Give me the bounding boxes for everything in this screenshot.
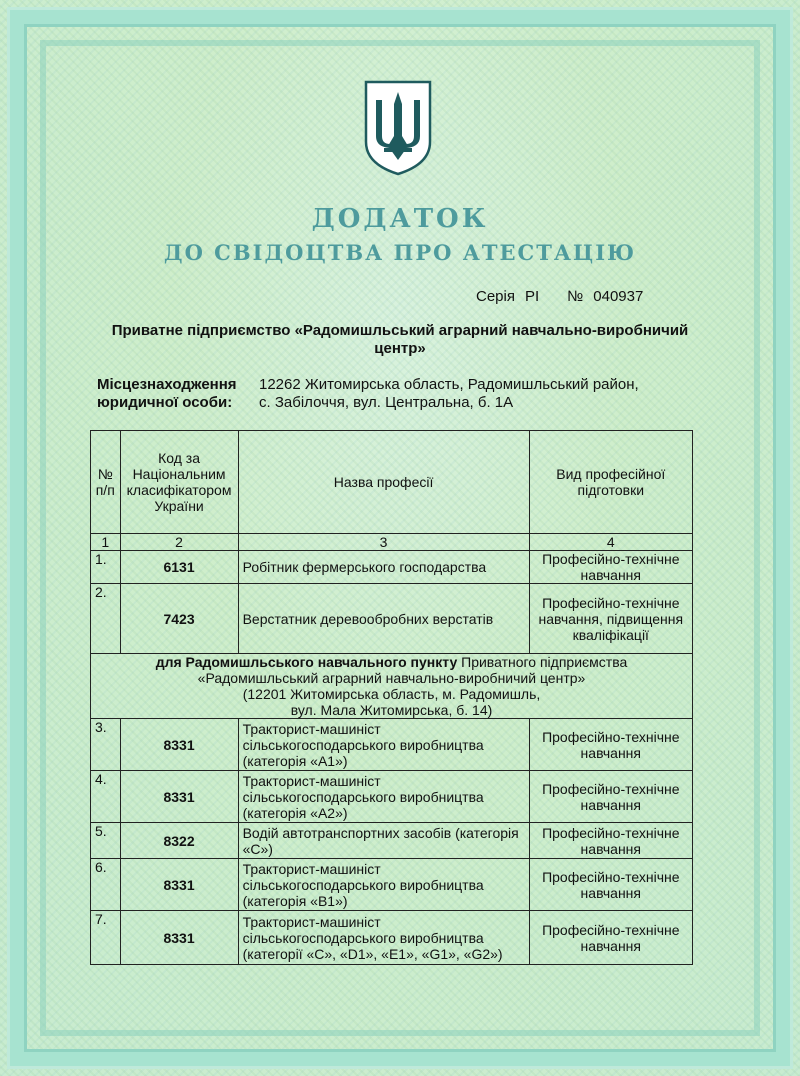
- number-label: №: [567, 288, 584, 305]
- row-profession: Тракторист-машиніст сільськогосподарського виробництва (категорія «А1»): [238, 719, 529, 771]
- column-number: 2: [120, 534, 238, 551]
- row-code: 8331: [120, 911, 238, 965]
- branch-section-row: [91, 654, 693, 719]
- row-number: 7.: [91, 911, 121, 965]
- row-code: 8322: [120, 823, 238, 859]
- row-code: 8331: [120, 771, 238, 823]
- table-row: [91, 584, 693, 654]
- document-subtitle: ДО СВІДОЦТВА ПРО АТЕСТАЦІЮ: [163, 240, 637, 265]
- table-row: [91, 859, 693, 911]
- table-row: [91, 719, 693, 771]
- row-training: Професійно-технічне навчання: [529, 859, 692, 911]
- column-number-row: [91, 534, 693, 551]
- row-profession: Тракторист-машиніст сільськогосподарського виробництва (категорія «А2»): [238, 771, 529, 823]
- row-profession: Робітник фермерського господарства: [238, 551, 529, 584]
- row-profession: Тракторист-машиніст сільськогосподарського виробництва (категорії «С», «D1», «Е1», «G1», «G2»): [238, 911, 529, 965]
- header-training: Вид професійної підготовки: [529, 431, 692, 534]
- branch-text-2: «Радомишльський аграрний навчально-виробничий центр»: [197, 670, 586, 686]
- row-number: 6.: [91, 859, 121, 911]
- row-profession: Тракторист-машиніст сільськогосподарського виробництва (категорія «В1»): [238, 859, 529, 911]
- row-profession: Водій автотранспортних засобів (категорія «С»): [238, 823, 529, 859]
- document-title: ДОДАТОК: [311, 204, 489, 234]
- row-code: 7423: [120, 584, 238, 654]
- location-block: [97, 376, 717, 412]
- row-code: 8331: [120, 719, 238, 771]
- location-value: [259, 376, 717, 412]
- table-row: [91, 911, 693, 965]
- header-profession: Назва професії: [238, 431, 529, 534]
- organization-name: Приватне підприємство «Радомишльський аграрний навчально-виробничий центр»: [111, 322, 689, 357]
- row-training: Професійно-технічне навчання: [529, 771, 692, 823]
- row-training: Професійно-технічне навчання: [529, 911, 692, 965]
- table-row: [91, 551, 693, 584]
- row-training: Професійно-технічне навчання: [529, 719, 692, 771]
- row-code: 6131: [120, 551, 238, 584]
- table-row: [91, 771, 693, 823]
- series-number-line: [476, 288, 643, 305]
- row-training: Професійно-технічне навчання: [529, 551, 692, 584]
- branch-text-1: Приватного підприємства: [457, 654, 628, 670]
- row-code: 8331: [120, 859, 238, 911]
- row-number: 4.: [91, 771, 121, 823]
- header-number: № п/п: [91, 431, 121, 534]
- series-label: Серія: [476, 288, 515, 305]
- branch-text-3: (12201 Житомирська область, м. Радомишль,: [242, 686, 541, 702]
- location-line-1: 12262 Житомирська область, Радомишльський район,: [259, 376, 639, 393]
- number-value: 040937: [593, 288, 644, 305]
- row-number: 2.: [91, 584, 121, 654]
- row-number: 5.: [91, 823, 121, 859]
- branch-bold-text: для Радомишльського навчального пункту: [155, 654, 458, 670]
- row-number: 3.: [91, 719, 121, 771]
- column-number: 1: [91, 534, 121, 551]
- column-number: 3: [238, 534, 529, 551]
- series-value: РІ: [524, 288, 540, 305]
- row-number: 1.: [91, 551, 121, 584]
- column-number: 4: [529, 534, 692, 551]
- location-label: Місцезнаходження юридичної особи:: [97, 376, 237, 411]
- branch-section-cell: [91, 654, 693, 719]
- table-header-row: [91, 431, 693, 534]
- table-row: [91, 823, 693, 859]
- header-code: Код за Національним класифікатором України: [120, 431, 238, 534]
- row-training: Професійно-технічне навчання: [529, 823, 692, 859]
- branch-text-4: вул. Мала Житомирська, б. 14): [290, 702, 493, 718]
- professions-table: [90, 430, 693, 965]
- row-profession: Верстатник деревообробних верстатів: [238, 584, 529, 654]
- location-line-2: с. Забілоччя, вул. Центральна, б. 1А: [259, 394, 514, 411]
- trident-emblem-icon: [362, 78, 434, 176]
- row-training: Професійно-технічне навчання, підвищення кваліфікації: [529, 584, 692, 654]
